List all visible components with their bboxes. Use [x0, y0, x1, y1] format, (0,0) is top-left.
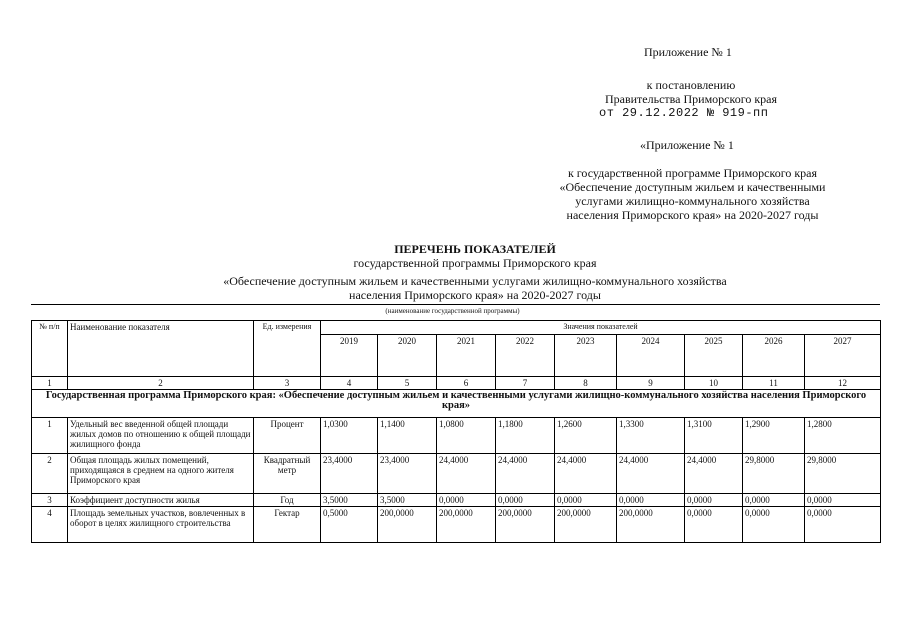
column-number: 6 — [437, 377, 496, 390]
resolution-number: от 29.12.2022 № 919-пп — [599, 106, 769, 120]
year-header: 2024 — [617, 335, 685, 377]
year-header: 2022 — [496, 335, 555, 377]
value-cell: 29,8000 — [805, 454, 881, 494]
value-cell: 0,0000 — [685, 494, 743, 507]
value-cell: 3,5000 — [378, 494, 437, 507]
table-row — [32, 454, 881, 494]
column-number: 8 — [555, 377, 617, 390]
col-header-num: № п/п — [32, 321, 68, 377]
row-number: 3 — [32, 494, 68, 507]
year-header: 2026 — [743, 335, 805, 377]
value-cell: 1,0800 — [437, 418, 496, 454]
value-cell: 0,5000 — [321, 507, 378, 543]
indicator-name: Удельный вес введенной общей площади жилых домов по отношению к общей площади жилищного фонда — [68, 418, 254, 454]
row-number: 2 — [32, 454, 68, 494]
value-cell: 1,2800 — [805, 418, 881, 454]
value-cell: 3,5000 — [321, 494, 378, 507]
value-cell: 0,0000 — [805, 494, 881, 507]
title-caption: (наименование государственной программы) — [385, 307, 520, 315]
value-cell: 23,4000 — [321, 454, 378, 494]
title-line-3: населения Приморского края» на 2020-2027 годы — [349, 288, 601, 302]
column-number: 9 — [617, 377, 685, 390]
to-resolution-label: к постановлению — [646, 78, 736, 92]
column-number: 11 — [743, 377, 805, 390]
year-header: 2019 — [321, 335, 378, 377]
table-row — [32, 507, 881, 543]
value-cell: 0,0000 — [685, 507, 743, 543]
document-title — [180, 242, 770, 302]
value-cell: 1,3300 — [617, 418, 685, 454]
value-cell: 0,0000 — [743, 507, 805, 543]
indicator-name: Коэффициент доступности жилья — [68, 494, 254, 507]
indicator-name: Общая площадь жилых помещений, приходящаяся в среднем на одного жителя Приморского края — [68, 454, 254, 494]
column-number: 10 — [685, 377, 743, 390]
indicator-unit: Гектар — [254, 507, 321, 543]
header-row-top — [32, 321, 881, 335]
col-header-values: Значения показателей — [321, 321, 881, 335]
value-cell: 0,0000 — [555, 494, 617, 507]
value-cell: 0,0000 — [805, 507, 881, 543]
row-number: 4 — [32, 507, 68, 543]
government-label: Правительства Приморского края — [604, 92, 778, 106]
value-cell: 200,0000 — [496, 507, 555, 543]
title-line-2: «Обеспечение доступным жильем и качественными услугами жилищно-коммунального хозяйства — [223, 274, 727, 288]
value-cell: 24,4000 — [496, 454, 555, 494]
indicator-unit: Год — [254, 494, 321, 507]
value-cell: 24,4000 — [437, 454, 496, 494]
indicator-name: Площадь земельных участков, вовлеченных в оборот в целях жилищного строительства — [68, 507, 254, 543]
value-cell: 24,4000 — [685, 454, 743, 494]
year-header: 2027 — [805, 335, 881, 377]
value-cell: 0,0000 — [437, 494, 496, 507]
year-header: 2020 — [378, 335, 437, 377]
value-cell: 0,0000 — [496, 494, 555, 507]
value-cell: 200,0000 — [617, 507, 685, 543]
value-cell: 1,3100 — [685, 418, 743, 454]
value-cell: 200,0000 — [555, 507, 617, 543]
title-line-1: государственной программы Приморского края — [353, 256, 597, 270]
column-number: 5 — [378, 377, 437, 390]
value-cell: 24,4000 — [617, 454, 685, 494]
col-header-unit: Ед. измерения — [254, 321, 321, 377]
program-line-1: к государственной программе Приморского края — [567, 166, 818, 180]
appendix-title: Приложение № 1 — [644, 45, 732, 59]
indicator-unit: Квадратный метр — [254, 454, 321, 494]
title-heading: ПЕРЕЧЕНЬ ПОКАЗАТЕЛЕЙ — [394, 242, 556, 256]
value-cell: 1,1800 — [496, 418, 555, 454]
value-cell: 1,2600 — [555, 418, 617, 454]
program-row-title: Государственная программа Приморского края: «Обеспечение доступным жильем и качественными услугами жилищно-коммунального хозяйства населения Приморского края» — [32, 390, 881, 418]
title-underline — [31, 304, 880, 305]
program-line-4: населения Приморского края» на 2020-2027 годы — [566, 208, 819, 222]
program-line-3: услугами жилищно-коммунального хозяйства — [575, 194, 810, 208]
year-header: 2025 — [685, 335, 743, 377]
value-cell: 24,4000 — [555, 454, 617, 494]
appendix-title-2: «Приложение № 1 — [640, 138, 734, 152]
column-number: 4 — [321, 377, 378, 390]
value-cell: 29,8000 — [743, 454, 805, 494]
indicators-table — [31, 320, 881, 543]
col-header-name: Наименование показателя — [68, 321, 254, 377]
column-number: 12 — [805, 377, 881, 390]
value-cell: 23,4000 — [378, 454, 437, 494]
program-row — [32, 390, 881, 418]
program-line-2: «Обеспечение доступным жильем и качественными — [559, 180, 826, 194]
column-numbers-row — [32, 377, 881, 390]
table-row — [32, 418, 881, 454]
value-cell: 1,1400 — [378, 418, 437, 454]
year-header: 2023 — [555, 335, 617, 377]
value-cell: 0,0000 — [743, 494, 805, 507]
value-cell: 1,2900 — [743, 418, 805, 454]
table-row — [32, 494, 881, 507]
column-number: 2 — [68, 377, 254, 390]
indicator-unit: Процент — [254, 418, 321, 454]
value-cell: 0,0000 — [617, 494, 685, 507]
value-cell: 200,0000 — [437, 507, 496, 543]
value-cell: 1,0300 — [321, 418, 378, 454]
column-number: 3 — [254, 377, 321, 390]
year-header: 2021 — [437, 335, 496, 377]
value-cell: 200,0000 — [378, 507, 437, 543]
row-number: 1 — [32, 418, 68, 454]
column-number: 7 — [496, 377, 555, 390]
column-number: 1 — [32, 377, 68, 390]
